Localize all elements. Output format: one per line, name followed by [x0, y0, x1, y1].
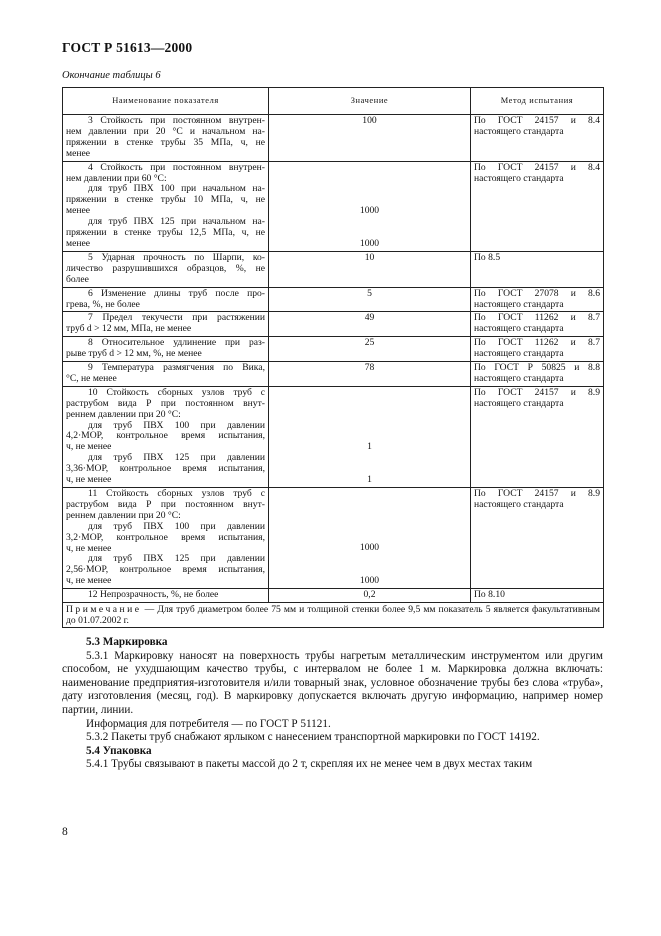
- test-method-line: По ГОСТ 27078 и 8.6: [474, 288, 600, 299]
- value-text: 100: [362, 115, 377, 126]
- test-method-line: настоящего стандарта: [474, 173, 564, 184]
- indicator-name-line: нем давлении при 20 °С и начальном на-: [66, 126, 265, 137]
- paragraph-5-3-1: 5.3.1 Маркировку наносят на поверхность трубы нагретым металлическим инструментом или другим способом, не ухудшающим качество трубы, с интервалом не более 1 м. Маркировка должна включать: наименование предприятия-изготовителя и/или товарный знак, условное обозначение трубы без слова «труба», дату изготовления (месяц, год). В маркировку допускается включать другую информацию, например номер партии, линии.: [62, 649, 603, 716]
- note-text: — Для труб диаметром более 75 мм и толщиной стенки более 9,5 мм показатель 5 является факультативным до 01.07.2002 г.: [66, 604, 600, 627]
- indicator-name-cell: [63, 115, 269, 162]
- section-5-3-heading: 5.3 Маркировка: [86, 636, 168, 648]
- table-row: [63, 386, 604, 487]
- column-header-name: Наименование показателя: [63, 88, 269, 115]
- indicator-name-line: ч, не менее: [66, 475, 112, 486]
- test-method-line: По ГОСТ 11262 и 8.7: [474, 338, 600, 349]
- paragraph-info: Информация для потребителя — по ГОСТ Р 51121.: [86, 717, 331, 730]
- test-method-line: По ГОСТ Р 50825 и 8.8: [474, 363, 600, 374]
- value-text: 0,2: [363, 589, 376, 601]
- value-cell: [269, 386, 471, 487]
- indicator-name-line: 3,2·MOP, контрольное время испытания,: [66, 532, 265, 543]
- test-method-cell: [471, 488, 604, 589]
- test-method-cell: [471, 589, 604, 603]
- value-text: 1000: [359, 542, 380, 554]
- test-method-line: По ГОСТ 24157 и 8.4: [474, 162, 600, 173]
- document-code-header: ГОСТ Р 51613—2000: [62, 40, 193, 55]
- indicator-name-line: пряжении в стенке трубы 10 МПа, ч, не: [66, 195, 265, 206]
- indicator-name-line: 7 Предел текучести при растяжении: [88, 313, 265, 324]
- test-method-line: настоящего стандарта: [474, 299, 564, 310]
- indicator-name-line: 10 Стойкость сборных узлов труб с: [88, 387, 265, 398]
- indicator-name-cell: [63, 589, 269, 603]
- indicator-name-cell: [63, 362, 269, 387]
- table-note: [63, 603, 604, 628]
- indicator-name-line: 3,36·MOP, контрольное время испытания,: [66, 464, 265, 475]
- indicator-name-line: для труб ПВХ 100 при давлении: [88, 521, 265, 532]
- indicator-name-line: для труб ПВХ 100 при начальном на-: [88, 184, 265, 195]
- indicator-name-line: раструбом вида Р при постоянном внут-: [66, 398, 265, 409]
- test-method-cell: [471, 161, 604, 251]
- indicator-name-line: 5 Ударная прочность по Шарпи, ко-: [88, 252, 265, 263]
- indicator-name-line: 8 Относительное удлинение при раз-: [88, 338, 265, 349]
- indicator-name-line: ч, не менее: [66, 543, 112, 554]
- table-6: [62, 87, 604, 628]
- indicator-name-cell: [63, 337, 269, 362]
- test-method-cell: [471, 337, 604, 362]
- indicator-name-line: °С, не менее: [66, 373, 117, 384]
- value-text: 1000: [359, 575, 380, 587]
- paragraph-5-4-1: 5.4.1 Трубы связывают в пакеты массой до 2 т, скрепляя их не менее чем в двух местах таким: [86, 758, 533, 771]
- indicator-name-line: рыве труб d > 12 мм, %, не менее: [66, 349, 202, 360]
- indicator-name-line: 9 Температура размягчения по Вика,: [88, 363, 265, 374]
- test-method-cell: [471, 386, 604, 487]
- table-row: [63, 287, 604, 312]
- test-method-cell: [471, 312, 604, 337]
- value-cell: [269, 161, 471, 251]
- table-row: [63, 161, 604, 251]
- table-row: [63, 488, 604, 589]
- indicator-name-line: реннем давлении при 20 °С:: [66, 510, 181, 521]
- value-text: 1: [367, 473, 372, 485]
- test-method-line: настоящего стандарта: [474, 324, 564, 335]
- indicator-name-line: 2,56·MOP, контрольное время испытания,: [66, 565, 265, 576]
- indicator-name-cell: [63, 161, 269, 251]
- test-method-line: настоящего стандарта: [474, 373, 564, 384]
- value-cell: [269, 488, 471, 589]
- indicator-name-line: 3 Стойкость при постоянном внутрен-: [88, 116, 265, 126]
- test-method-line: По ГОСТ 24157 и 8.9: [474, 387, 600, 398]
- test-method-line: По 8.10: [474, 590, 505, 601]
- indicator-name-line: менее: [66, 148, 90, 159]
- indicator-name-line: раструбом вида Р при постоянном внут-: [66, 499, 265, 510]
- indicator-name-line: для труб ПВХ 125 при начальном на-: [88, 217, 265, 228]
- value-text: 49: [364, 312, 375, 324]
- test-method-cell: [471, 251, 604, 287]
- test-method-cell: [471, 115, 604, 162]
- value-text: 1: [367, 441, 372, 453]
- test-method-line: По ГОСТ 11262 и 8.7: [474, 313, 600, 324]
- value-text: 1000: [359, 205, 380, 217]
- test-method-cell: [471, 287, 604, 312]
- indicator-name-line: грева, %, не более: [66, 299, 140, 310]
- indicator-name-line: для труб ПВХ 125 при давлении: [88, 453, 265, 464]
- test-method-line: По 8.5: [474, 252, 501, 263]
- indicator-name-line: реннем давлении при 20 °С:: [66, 409, 181, 420]
- table-row: [63, 312, 604, 337]
- paragraph-5-3-2: 5.3.2 Пакеты труб снабжают ярлыком с нанесением транспортной маркировки по ГОСТ 14192.: [86, 731, 540, 744]
- note-label: Примечание: [66, 604, 142, 616]
- table-row: [63, 362, 604, 387]
- table-row: [63, 251, 604, 287]
- column-header-method: Метод испытания: [471, 88, 604, 115]
- section-5-4-heading: 5.4 Упаковка: [86, 744, 152, 757]
- table-row: [63, 589, 604, 603]
- indicator-name-cell: [63, 386, 269, 487]
- test-method-line: настоящего стандарта: [474, 349, 564, 360]
- indicator-name-cell: [63, 312, 269, 337]
- value-text: 10: [364, 251, 375, 263]
- indicator-name-line: личество разрушившихся образцов, %, не: [66, 263, 265, 274]
- table-note-row: [63, 603, 604, 628]
- value-cell: [269, 312, 471, 337]
- indicator-name-line: более: [66, 274, 89, 285]
- indicator-name-line: 4 Стойкость при постоянном внутрен-: [88, 162, 265, 173]
- page-number: 8: [62, 826, 68, 838]
- table-row: [63, 115, 604, 162]
- indicator-name-line: нем давлении при 60 °С:: [66, 173, 167, 184]
- table-caption: Окончание таблицы 6: [62, 70, 161, 81]
- value-cell: [269, 337, 471, 362]
- indicator-name-line: ч, не менее: [66, 576, 112, 587]
- column-header-value: Значение: [269, 88, 471, 115]
- indicator-name-line: менее: [66, 238, 90, 249]
- indicator-name-line: 11 Стойкость сборных узлов труб с: [88, 489, 265, 499]
- test-method-line: По ГОСТ 24157 и 8.9: [474, 489, 600, 499]
- value-cell: [269, 362, 471, 387]
- indicator-name-line: для труб ПВХ 125 при давлении: [88, 554, 265, 565]
- indicator-name-line: труб d > 12 мм, МПа, не менее: [66, 324, 192, 335]
- indicator-name-cell: [63, 488, 269, 589]
- test-method-line: настоящего стандарта: [474, 499, 564, 510]
- value-cell: [269, 251, 471, 287]
- value-text: 1000: [359, 237, 380, 249]
- indicator-name-cell: [63, 287, 269, 312]
- indicator-name-line: 6 Изменение длины труб после про-: [88, 288, 265, 299]
- value-text: 25: [364, 337, 375, 349]
- text-sections: [62, 636, 603, 772]
- indicator-name-line: для труб ПВХ 100 при давлении: [88, 420, 265, 431]
- table-header-row: [63, 88, 604, 115]
- value-cell: [269, 287, 471, 312]
- indicator-name-line: 12 Непрозрачность, %, не более: [88, 590, 219, 601]
- table-body: [63, 115, 604, 603]
- test-method-line: настоящего стандарта: [474, 398, 564, 409]
- indicator-name-line: менее: [66, 206, 90, 217]
- value-cell: [269, 115, 471, 162]
- value-text: 5: [367, 287, 372, 299]
- value-cell: [269, 589, 471, 603]
- indicator-name-cell: [63, 251, 269, 287]
- indicator-name-line: пряжении в стенке трубы 35 МПа, ч, не: [66, 137, 265, 148]
- indicator-name-line: пряжении в стенке трубы 12,5 МПа, ч, не: [66, 228, 265, 239]
- test-method-cell: [471, 362, 604, 387]
- table-row: [63, 337, 604, 362]
- test-method-line: настоящего стандарта: [474, 126, 564, 137]
- value-text: 78: [364, 362, 375, 374]
- indicator-name-line: 4,2·MOP, контрольное время испытания,: [66, 431, 265, 442]
- test-method-line: По ГОСТ 24157 и 8.4: [474, 116, 600, 126]
- indicator-name-line: ч, не менее: [66, 442, 112, 453]
